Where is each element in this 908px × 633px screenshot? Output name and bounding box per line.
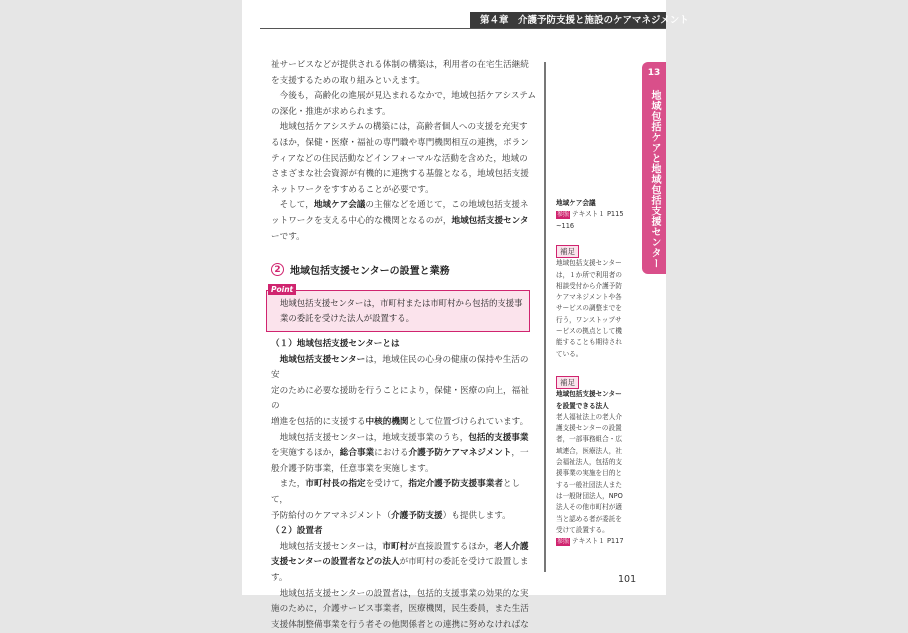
body-line xyxy=(271,431,537,447)
text-run: の主催などを通じて，この地域包括支援ネ xyxy=(365,200,529,211)
reference-line xyxy=(556,209,634,220)
body-line xyxy=(271,446,537,462)
section-title: 地域包括支援センターの設置と業務 xyxy=(290,266,450,277)
sidenote-line: 行う，ワンストップサ xyxy=(556,315,622,324)
sidenote-line: 護支援センターの設置 xyxy=(556,424,622,433)
body-line: 施のために，介護サービス事業者，医療機関，民生委員，また生活 xyxy=(271,604,529,615)
section-heading xyxy=(271,262,450,277)
sidenote-hosoku-1 xyxy=(556,245,634,360)
text-run: そして， xyxy=(279,200,314,211)
bold-term: 地域包括支援センター xyxy=(279,354,366,365)
bold-term: 市町村長の指定 xyxy=(305,479,366,490)
sidenote-line: 会福祉法人，包括的支 xyxy=(556,458,622,467)
body-line xyxy=(271,214,537,230)
body-line: るほか，保健・医療・福祉の専門職や専門機関相互の連携，ボラン xyxy=(271,137,529,148)
body-line: を支援するための取り組みといえます。 xyxy=(271,75,426,86)
body-line: 祉サービスなどが提供される体制の構築は，利用者の在宅生活継続 xyxy=(271,60,529,70)
body-line xyxy=(271,353,537,384)
hosoku-label: 補足 xyxy=(556,245,579,258)
reference-tag: 参照 xyxy=(557,211,570,219)
sidenote-line: は一般財団法人，NPO xyxy=(556,491,623,500)
text-run: を受けて， xyxy=(365,479,409,490)
sidenote-title: を設置できる法人 xyxy=(556,401,609,410)
sidenote-line: ケアマネジメントや各 xyxy=(556,293,622,302)
bold-term: 介護予防支援 xyxy=(391,510,443,521)
sidenote-chiiki-care xyxy=(556,198,634,232)
reference-text: テキスト１ P117 xyxy=(572,537,624,546)
text-run: を実施するほか， xyxy=(271,448,340,459)
body-line xyxy=(271,477,537,508)
sidenote-line: する一般社団法人また xyxy=(556,480,622,489)
body-text-top xyxy=(271,58,537,245)
text-run: また， xyxy=(279,479,306,490)
body-line xyxy=(271,540,537,556)
sidenote-line: ている。 xyxy=(556,349,583,358)
sidenote-line: 老人福祉法上の老人介 xyxy=(556,412,622,421)
body-line: 定のために必要な援助を行うことにより，保健・医療の向上，福祉の xyxy=(271,385,529,412)
text-run: として位置づけられています。 xyxy=(408,416,529,427)
sidenote-line: サービスの調整までを xyxy=(556,304,622,313)
bold-term: 総合事業 xyxy=(339,448,375,459)
reference-text: テキスト１ P115 xyxy=(572,210,624,219)
chapter-header-title: 第４章 介護予防支援と施設のケアマネジメント xyxy=(480,15,689,26)
reference-tag: 参照 xyxy=(557,538,570,546)
bold-term: 地域ケア会議 xyxy=(313,200,366,211)
body-line: 今後も，高齢化の進展が見込まれるなかで，地域包括ケアシステム xyxy=(279,91,537,102)
body-line: ティアなどの住民活動などインフォーマルな活動を含めた，地域の xyxy=(271,153,528,164)
tab-number: 13 xyxy=(647,68,661,78)
bold-term: 指定介護予防支援事業者 xyxy=(408,479,503,490)
text-run: が直接設置するほか， xyxy=(408,541,495,552)
sidenote-line: 法人その他市町村が適 xyxy=(556,503,622,512)
text-run: 地域包括支援センターは， xyxy=(279,541,383,552)
sidenote-line: は，１か所で利用者の xyxy=(556,270,622,279)
bold-term: 地域包括支援センタ xyxy=(451,215,529,226)
margin-divider xyxy=(544,62,546,572)
text-run: ，一 xyxy=(511,448,529,459)
body-line: 地域包括ケアシステムの構築には，高齢者個人への支援を充実す xyxy=(279,122,528,133)
sidenote-line: 能することも期待され xyxy=(556,338,622,347)
sidenote-line: 受けて設置する。 xyxy=(556,525,609,534)
reference-line xyxy=(556,536,634,547)
body-line xyxy=(271,415,537,431)
sidenote-line: 相談受付から介護予防 xyxy=(556,281,622,290)
sidenote-line: 域連合，医療法人，社 xyxy=(556,446,622,455)
body-line: 支援体制整備事業を行う者その他関係者との連携に努めなければな xyxy=(271,619,529,630)
sidenote-title: 地域ケア会議 xyxy=(556,199,596,207)
point-text xyxy=(280,296,526,326)
bold-term: 老人介護 xyxy=(494,541,529,552)
point-line: 地域包括支援センターは，市町村または市町村から包括的支援事 xyxy=(280,298,523,308)
text-run: 予防給付のケアマネジメント（ xyxy=(271,510,392,521)
page-number: 101 xyxy=(618,574,637,585)
body-line: 地域包括支援センターの設置者は，包括的支援事業の効果的な実 xyxy=(279,588,529,599)
reference-text: ~116 xyxy=(556,221,575,230)
body-line: ネットワークをすすめることが必要です。 xyxy=(271,184,434,195)
body-text-bottom xyxy=(271,337,537,633)
tab-label: 地域包括ケアと地域包括支援センター xyxy=(649,90,660,269)
point-line: 業の委託を受けた法人が設置する。 xyxy=(280,313,414,323)
hosoku-label: 補足 xyxy=(556,376,579,389)
body-line: さまざまな社会資源が有機的に連携する基盤となる，地域包括支援 xyxy=(271,169,529,180)
text-run: ）も提供します。 xyxy=(442,510,511,521)
sidenote-title: 地域包括支援センター xyxy=(556,390,622,399)
bold-term: 介護予防ケアマネジメント xyxy=(408,448,512,459)
bold-term: 支援センターの設置者などの法人 xyxy=(271,557,400,568)
bold-term: 中核的機関 xyxy=(365,416,409,427)
bold-term: 市町村 xyxy=(382,541,409,552)
body-line: ーです。 xyxy=(271,231,305,242)
section-number-badge: 2 xyxy=(271,263,284,276)
point-label: Point xyxy=(268,284,296,295)
body-line xyxy=(271,555,537,586)
text-run: 増進を包括的に支援する xyxy=(271,416,366,427)
text-run: が市町村の委託を受けて設置します。 xyxy=(271,557,529,583)
body-line xyxy=(271,198,537,214)
body-line: の深化・推進が求められます。 xyxy=(271,106,391,117)
text-run: ットワークを支える中心的な機関となるのが， xyxy=(271,215,452,226)
text-run: は，地域住民の心身の健康の保持や生活の安 xyxy=(271,354,529,381)
text-run: における xyxy=(374,448,409,459)
sidenote-line: 者，一部事務組合・広 xyxy=(556,435,622,444)
sidenote-line: ービスの拠点として機 xyxy=(556,327,622,336)
bold-term: 包括的支援事業 xyxy=(468,432,529,443)
sidenote-line: 当と認める者が委託を xyxy=(556,514,622,523)
body-line: 般介護予防事業，任意事業を実施します。 xyxy=(271,463,434,474)
sidenote-line: 援事業の実施を目的と xyxy=(556,469,622,478)
text-run: として， xyxy=(271,479,521,505)
text-run: 地域包括支援センターは，地域支援事業のうち， xyxy=(279,432,469,443)
header-rule xyxy=(260,28,666,29)
body-line xyxy=(271,509,537,525)
subheading-2: （２）設置者 xyxy=(271,526,323,537)
subheading-1: （１）地域包括支援センターとは xyxy=(271,339,400,349)
sidenote-line: 地域包括支援センター xyxy=(556,259,622,268)
sidenote-hosoku-2 xyxy=(556,376,634,547)
